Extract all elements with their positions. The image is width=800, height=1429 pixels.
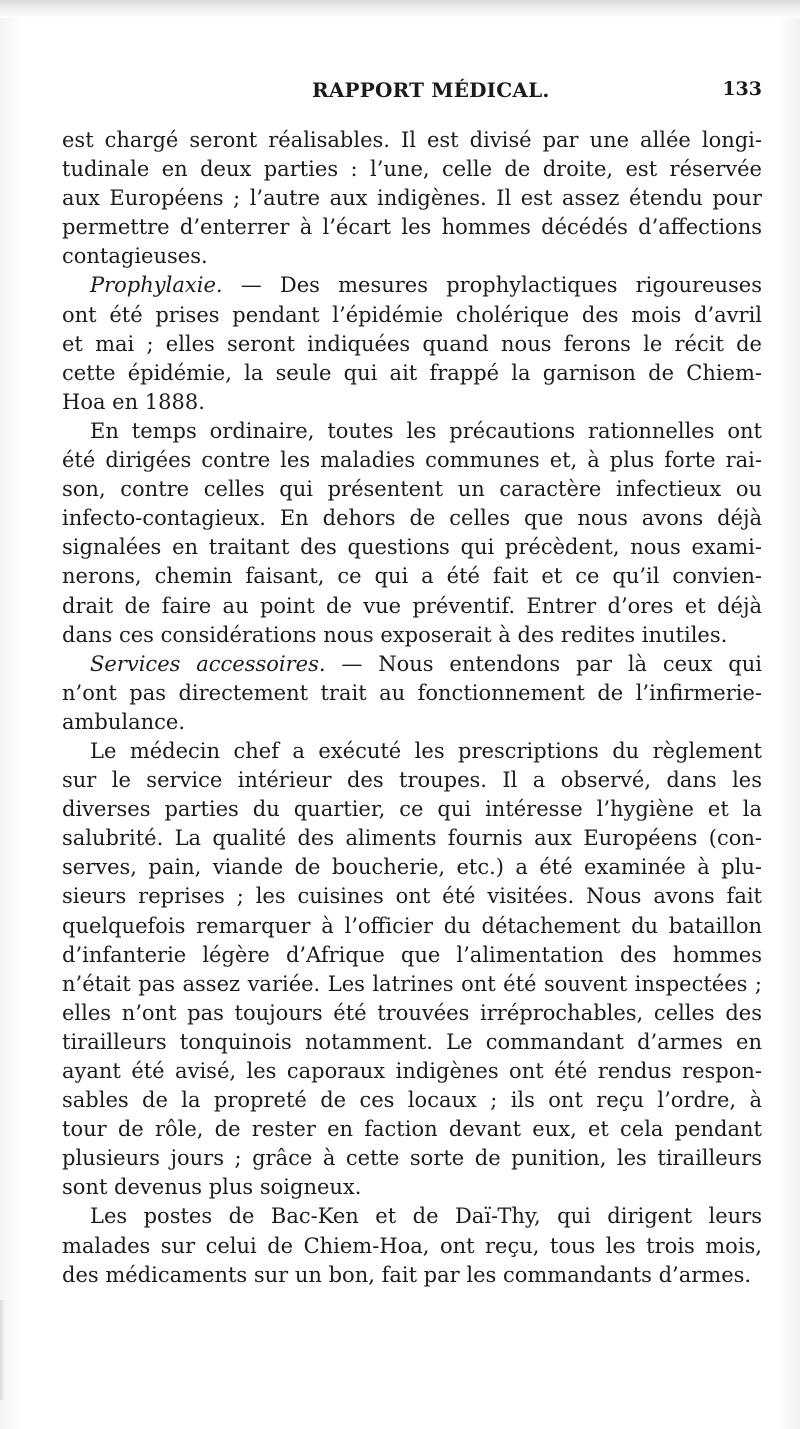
paragraph-line: salubrité. La qualité des aliments fournis aux Européens (con- (62, 826, 762, 851)
body-text (62, 126, 762, 1290)
paragraph-line: tudinale en deux parties : l’une, celle de droite, est réservée (62, 157, 762, 182)
paragraph-line: est chargé seront réalisables. Il est divisé par une allée longi- (62, 128, 762, 152)
section-title-services: Services accessoires. (90, 651, 326, 676)
paragraph-line: quelquefois remarquer à l’officier du détachement du bataillon (62, 913, 762, 938)
paragraph-line: d’infanterie légère d’Afrique que l’alimentation des hommes (62, 942, 762, 967)
paragraph-line: infecto-contagieux. En dehors de celles que nous avons déjà (62, 506, 762, 531)
paragraph-line: Hoa en 1888. (62, 389, 205, 414)
running-header (62, 78, 762, 106)
paragraph-line: malades sur celui de Chiem-Hoa, ont reçu, tous les trois mois, (62, 1233, 762, 1258)
section-line-text: — Des mesures prophylactiques rigoureuses (222, 273, 762, 298)
paragraph-line: tour de rôle, de rester en faction devant eux, et cela pendant (62, 1117, 762, 1142)
page-number: 133 (722, 78, 762, 100)
paragraph-line: n’ont pas directement trait au fonctionnement de l’infirmerie- (62, 680, 762, 705)
paragraph-line: plusieurs jours ; grâce à cette sorte de punition, les tirailleurs (62, 1146, 762, 1171)
paragraph-line: serves, pain, viande de boucherie, etc.) a été examinée à plu- (62, 855, 762, 880)
section-line (62, 650, 762, 679)
paragraph-line: sables de la propreté de ces locaux ; ils ont reçu l’ordre, à (62, 1088, 762, 1113)
paragraph-line: aux Européens ; l’autre aux indigènes. Il est assez étendu pour (62, 186, 762, 211)
paragraph-line: Le médecin chef a exécuté les prescriptions du règlement (90, 738, 762, 763)
paragraph-line: cette épidémie, la seule qui ait frappé la garnison de Chiem- (62, 360, 762, 385)
section-line (62, 271, 762, 300)
section-title-prophylaxie: Prophylaxie. (90, 273, 223, 298)
paragraph-line: sur le service intérieur des troupes. Il a observé, dans les (62, 768, 762, 793)
paragraph-line: dans ces considérations nous exposerait à des redites inutiles. (62, 622, 728, 647)
paragraph-line: ambulance. (62, 709, 186, 734)
paragraph-line: tirailleurs tonquinois notamment. Le commandant d’armes en (62, 1029, 762, 1054)
paragraph-line: drait de faire au point de vue préventif. Entrer d’ores et déjà (62, 593, 762, 618)
page-top-shadow (0, 0, 800, 18)
paragraph-line: ont été prises pendant l’épidémie cholérique des mois d’avril (62, 302, 762, 327)
paragraph-line: Les postes de Bac-Ken et de Daï-Thy, qui dirigent leurs (90, 1204, 762, 1229)
paragraph-line: sieurs reprises ; les cuisines ont été visitées. Nous avons fait (62, 884, 762, 909)
page-edge-mark (0, 1300, 6, 1400)
page-title: RAPPORT MÉDICAL. (312, 78, 550, 102)
paragraph-line: été dirigées contre les maladies communes et, à plus forte rai- (62, 448, 762, 473)
paragraph-line: diverses parties du quartier, ce qui intéresse l’hygiène et la (62, 797, 762, 822)
paragraph-line: contagieuses. (62, 244, 208, 269)
paragraph-line: elles n’ont pas toujours été trouvées irréprochables, celles des (62, 1000, 762, 1025)
paragraph-line: des médicaments sur un bon, fait par les commandants d’armes. (62, 1262, 752, 1287)
paragraph-line: signalées en traitant des questions qui précèdent, nous exami- (62, 535, 762, 560)
paragraph-line: nerons, chemin faisant, ce qui a été fait et ce qu’il convien- (62, 564, 762, 589)
paragraph-line: son, contre celles qui présentent un caractère infectieux ou (62, 477, 762, 502)
paragraph-line: ayant été avisé, les caporaux indigènes ont été rendus respon- (62, 1059, 762, 1083)
section-line-text: — Nous entendons par là ceux qui (325, 651, 762, 676)
paragraph-line: sont devenus plus soigneux. (62, 1175, 362, 1200)
paragraph-line: n’était pas assez variée. Les latrines ont été souvent inspectées ; (62, 971, 762, 996)
paragraph-line: et mai ; elles seront indiquées quand nous ferons le récit de (62, 331, 762, 356)
paragraph-line: En temps ordinaire, toutes les précautions rationnelles ont (90, 418, 762, 443)
paragraph-line: permettre d’enterrer à l’écart les hommes décédés d’affections (62, 215, 762, 240)
